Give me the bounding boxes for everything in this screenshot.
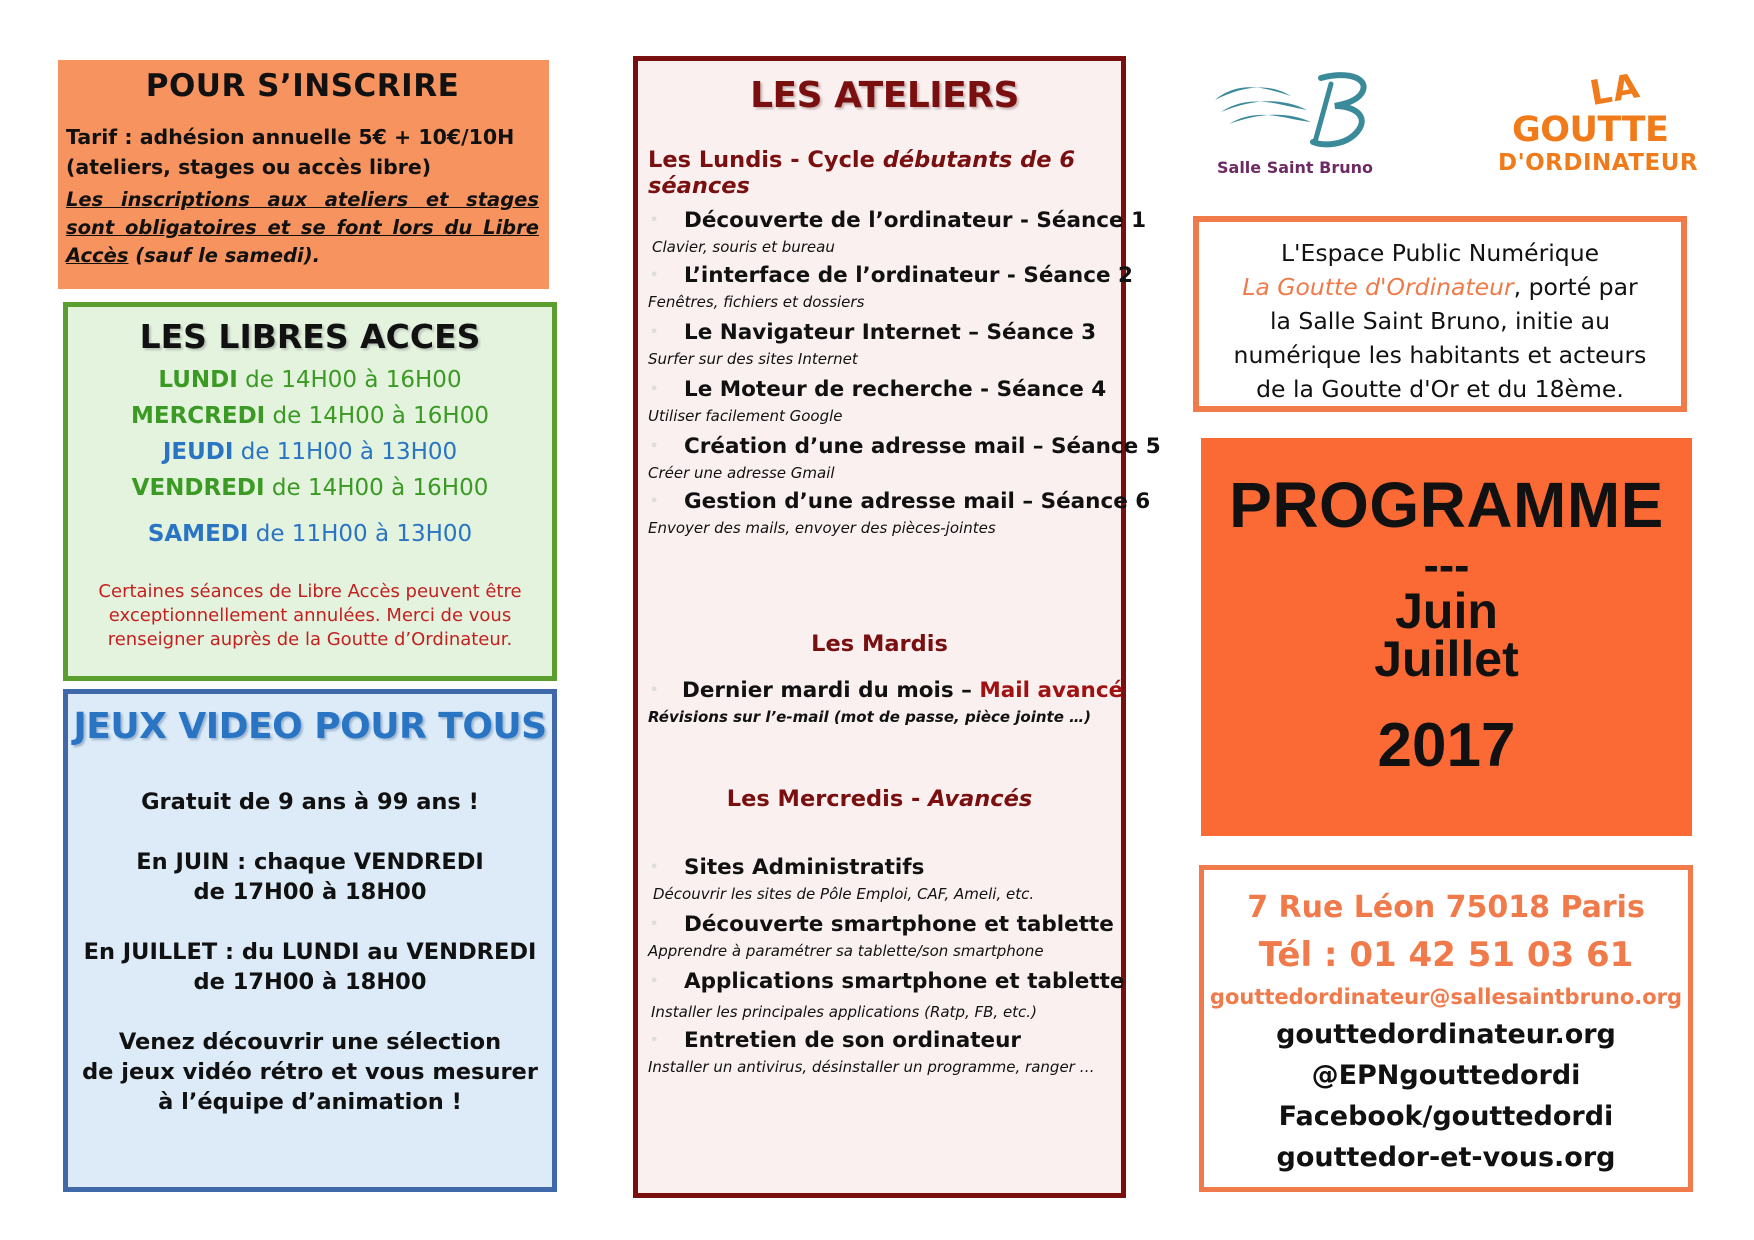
list-item-sub: Surfer sur des sites Internet xyxy=(648,350,858,368)
list-item-sub: Clavier, souris et bureau xyxy=(652,238,835,256)
warning-line: renseigner auprès de la Goutte d’Ordinateur. xyxy=(107,629,513,650)
salle-saint-bruno-logo xyxy=(1211,70,1401,185)
lundis-section-title xyxy=(648,147,1121,199)
list-item: • Applications smartphone et tablette xyxy=(648,966,1121,998)
list-item-sub: Installer les principales applications (Ratp, FB, etc.) xyxy=(651,1003,1037,1021)
tarif-detail: (ateliers, stages ou accès libre) xyxy=(66,155,432,179)
contact-phone: Tél : 01 42 51 03 61 xyxy=(1258,935,1634,975)
schedule-vendredi xyxy=(68,470,552,506)
cancellation-warning xyxy=(68,580,552,652)
epn-line: L'Espace Public Numérique xyxy=(1280,239,1600,267)
contact-panel xyxy=(1199,865,1693,1192)
libres-acces-title: LES LIBRES ACCES xyxy=(139,317,481,356)
lundis-title-main: Les Lundis - Cycle xyxy=(648,147,883,173)
schedule-hours: de 11H00 à 13H00 xyxy=(233,439,458,465)
mardis-item-main: Dernier mardi du mois – xyxy=(682,678,980,703)
epn-line: numérique les habitants et acteurs xyxy=(1233,341,1647,369)
contact-website[interactable]: gouttedordinateur.org xyxy=(1276,1019,1616,1050)
epn-line: de la Goutte d'Or et du 18ème. xyxy=(1256,375,1624,403)
warning-line: Certaines séances de Libre Accès peuvent être xyxy=(98,581,522,602)
programme-separator: --- xyxy=(1423,539,1470,591)
schedule-jeudi xyxy=(68,434,552,470)
schedule-day: LUNDI xyxy=(158,367,238,393)
programme-title: PROGRAMME xyxy=(1229,469,1664,541)
jeux-free-text: Gratuit de 9 ans à 99 ans ! xyxy=(141,789,479,815)
tarif-text xyxy=(66,122,539,182)
libres-acces-panel xyxy=(63,302,557,681)
schedule-mercredi xyxy=(68,398,552,434)
epn-line: la Salle Saint Bruno, initie au xyxy=(1270,307,1610,335)
programme-month-juin: Juin xyxy=(1395,583,1498,639)
schedule-hours: de 11H00 à 13H00 xyxy=(248,521,473,547)
warning-line: exceptionnellement annulées. Merci de vous xyxy=(108,605,512,626)
list-item: • Le Moteur de recherche - Séance 4 xyxy=(648,374,1121,406)
list-item-sub: Envoyer des mails, envoyer des pièces-jointes xyxy=(648,519,996,537)
lundis-list xyxy=(648,205,1161,539)
list-item-sub: Installer un antivirus, désinstaller un programme, ranger … xyxy=(648,1058,1095,1076)
list-item: • Création d’une adresse mail – Séance 5 xyxy=(648,431,1121,463)
jeux-desc-line: à l’équipe d’animation ! xyxy=(158,1089,462,1115)
mercredis-title-italic: Avancés xyxy=(928,786,1033,812)
list-item: • Entretien de son ordinateur xyxy=(648,1025,1121,1057)
schedule-hours: de 14H00 à 16H00 xyxy=(264,475,489,501)
contact-blog[interactable]: gouttedor-et-vous.org xyxy=(1276,1142,1616,1173)
inscription-note-underlined: Les inscriptions aux ateliers et stages sont obligatoires et se font lors du Libre Accès xyxy=(66,188,539,267)
list-item-sub: Créer une adresse Gmail xyxy=(648,464,835,482)
jeux-juillet-line: En JUILLET : du LUNDI au VENDREDI xyxy=(83,939,537,965)
waves-logo-icon xyxy=(1211,70,1381,155)
mardis-section-title: Les Mardis xyxy=(811,631,948,657)
epn-name: La Goutte d'Ordinateur xyxy=(1242,273,1514,301)
programme-month-juillet: Juillet xyxy=(1374,631,1519,687)
contact-facebook[interactable]: Facebook/gouttedordi xyxy=(1278,1101,1614,1132)
mercredis-title-main: Les Mercredis - xyxy=(726,786,929,812)
list-item-sub: Révisions sur l’e-mail (mot de passe, pièce jointe …) xyxy=(648,708,1091,726)
epn-line-tail: , porté par xyxy=(1513,273,1638,301)
contact-twitter[interactable]: @EPNgouttedordi xyxy=(1311,1060,1581,1091)
programme-year: 2017 xyxy=(1377,711,1516,780)
list-item-sub: Fenêtres, fichiers et dossiers xyxy=(648,293,865,311)
lundis-title-italic: débutants de 6 séances xyxy=(648,147,1076,199)
inscription-note-tail: (sauf le samedi). xyxy=(128,244,321,267)
mercredis-section-title xyxy=(648,786,1121,812)
contact-email[interactable]: gouttedordinateur@sallesaintbruno.org xyxy=(1209,985,1683,1009)
list-item-sub: Apprendre à paramétrer sa tablette/son smartphone xyxy=(648,942,1044,960)
jeux-juin-line: En JUIN : chaque VENDREDI xyxy=(136,849,484,875)
list-item-sub: Découvrir les sites de Pôle Emploi, CAF, Ameli, etc. xyxy=(653,885,1035,903)
epn-line xyxy=(1199,270,1681,304)
schedule-day: MERCREDI xyxy=(130,403,266,429)
logo-text-goutte: GOUTTE xyxy=(1512,110,1669,150)
mercredis-list xyxy=(648,852,1125,1078)
list-item xyxy=(648,675,1124,707)
tarif-line: Tarif : adhésion annuelle 5€ + 10€/10H xyxy=(66,125,515,149)
list-item: • L’interface de l’ordinateur - Séance 2 xyxy=(648,260,1121,292)
ateliers-panel xyxy=(633,56,1161,1198)
schedule-lundi xyxy=(68,362,552,398)
contact-address: 7 Rue Léon 75018 Paris xyxy=(1247,890,1645,925)
list-item: • Gestion d’une adresse mail – Séance 6 xyxy=(648,486,1121,518)
inscription-note xyxy=(66,186,539,270)
inscription-panel xyxy=(58,60,549,289)
programme-banner xyxy=(1201,438,1692,836)
jeux-video-panel xyxy=(63,689,557,1192)
schedule-hours: de 14H00 à 16H00 xyxy=(265,403,489,429)
jeux-juillet-hours: de 17H00 à 18H00 xyxy=(193,969,427,995)
list-item: • Découverte de l’ordinateur - Séance 1 xyxy=(648,205,1121,237)
inscription-title: POUR S’INSCRIRE xyxy=(145,68,460,104)
epn-description xyxy=(1193,216,1687,412)
list-item: • Sites Administratifs xyxy=(648,852,1121,884)
schedule-day: VENDREDI xyxy=(131,475,265,501)
jeux-desc-line: Venez découvrir une sélection xyxy=(118,1029,502,1055)
schedule-hours: de 14H00 à 16H00 xyxy=(237,367,462,393)
list-item: • Découverte smartphone et tablette xyxy=(648,909,1121,941)
schedule-day: JEUDI xyxy=(162,439,234,465)
goutte-ordinateur-logo xyxy=(1498,65,1708,186)
jeux-desc-line: de jeux vidéo rétro et vous mesurer xyxy=(82,1059,538,1085)
salle-saint-bruno-caption: Salle Saint Bruno xyxy=(1217,158,1373,177)
mardis-item-highlight: Mail avancé xyxy=(979,678,1124,703)
schedule-day: SAMEDI xyxy=(147,521,249,547)
ateliers-title: LES ATELIERS xyxy=(750,75,1019,116)
logo-text-ordinateur: D'ORDINATEUR xyxy=(1498,150,1699,176)
schedule-samedi xyxy=(68,516,552,552)
logo-text-la: LA xyxy=(1586,65,1644,115)
list-item-sub: Utiliser facilement Google xyxy=(648,407,843,425)
list-item: • Le Navigateur Internet – Séance 3 xyxy=(648,317,1121,349)
jeux-juin-hours: de 17H00 à 18H00 xyxy=(193,879,427,905)
jeux-video-title: JEUX VIDEO POUR TOUS xyxy=(73,706,547,747)
